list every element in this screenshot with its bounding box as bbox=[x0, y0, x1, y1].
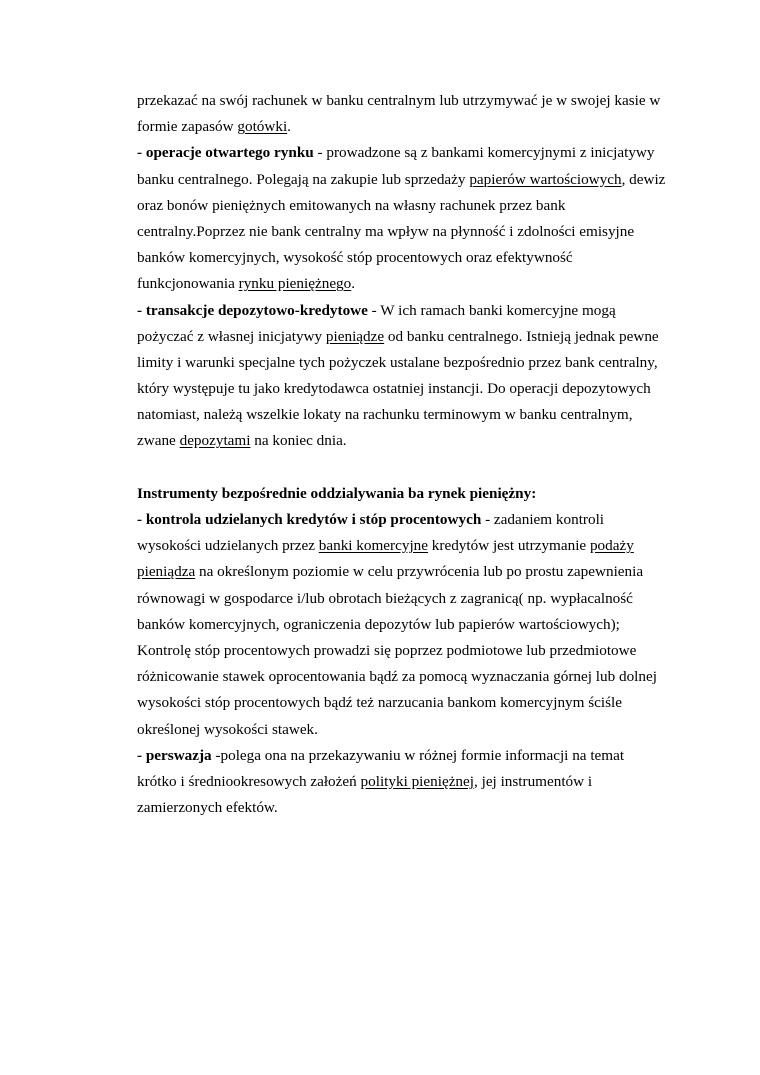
link-rynku-pienieznego[interactable]: rynku pieniężnego bbox=[238, 275, 352, 293]
text-line: natomiast, należą wszelkie lokaty na rachunku terminowym w banku centralnym, bbox=[137, 406, 633, 424]
text-line: wysokości udzielanych przez banki komercyjne kredytów jest utrzymanie podaży bbox=[137, 537, 634, 555]
link-gotowki[interactable]: gotówki bbox=[237, 118, 288, 136]
text-line: zwane depozytami na koniec dnia. bbox=[137, 432, 347, 450]
section-heading: Instrumenty bezpośrednie oddzialywania ba rynek pieniężny: bbox=[137, 484, 537, 502]
text-line: pieniądza na określonym poziomie w celu przywrócenia lub po prostu zapewnienia bbox=[137, 563, 644, 581]
text-line: krótko i średniookresowych założeń polityki pieniężnej, jej instrumentów i bbox=[137, 772, 593, 790]
text-line: - perswazja -polega ona na przekazywaniu w różnej formie informacji na temat bbox=[137, 746, 625, 764]
text-line: - kontrola udzielanych kredytów i stóp procentowych - zadaniem kontroli bbox=[137, 511, 605, 528]
text-line: równowagi w gospodarce i/lub obrotach bieżących z zagranicą( np. wypłacalność bbox=[137, 589, 633, 607]
term-operacje-otwartego-rynku: - operacje otwartego rynku bbox=[137, 144, 314, 162]
link-pieniadze[interactable]: pieniądze bbox=[325, 327, 385, 345]
text-line: - transakcje depozytowo-kredytowe - W ich ramach banki komercyjne mogą bbox=[137, 301, 616, 319]
text-line: który występuje tu jako kredytodawca ostatniej instancji. Do operacji depozytowych bbox=[137, 380, 651, 398]
link-polityki-pienieznej[interactable]: polityki pieniężnej bbox=[360, 772, 474, 790]
text-line: centralny.Poprzez nie bank centralny ma wpływ na płynność i zdolności emisyjne bbox=[137, 222, 635, 240]
term-perswazja: - perswazja bbox=[137, 746, 212, 764]
text-line: formie zapasów gotówki. bbox=[137, 118, 291, 136]
text-line: funkcjonowania rynku pieniężnego. bbox=[137, 275, 356, 293]
link-banki-komercyjne[interactable]: banki komercyjne bbox=[318, 537, 428, 555]
text-line: limity i warunki specjalne tych pożyczek ustalane bezpośrednio przez bank centralny, bbox=[137, 353, 658, 371]
text-line: Kontrolę stóp procentowych prowadzi się poprzez podmiotowe lub przedmiotowe bbox=[137, 641, 637, 659]
text-line: oraz bonów pieniężnych emitowanych na własny rachunek przez bank bbox=[137, 196, 566, 214]
term-transakcje-depozytowo-kredytowe: - transakcje depozytowo-kredytowe bbox=[137, 301, 368, 319]
link-papierow-wartosciowych[interactable]: papierów wartościowych bbox=[469, 170, 622, 188]
text-line: pożyczać z własnej inicjatywy pieniądze od banku centralnego. Istnieją jednak pewne bbox=[137, 327, 659, 345]
text-line: określonej wysokości stawek. bbox=[137, 720, 318, 738]
text-line: - operacje otwartego rynku - prowadzone są z bankami komercyjnymi z inicjatywy bbox=[137, 144, 655, 162]
text-line: wysokości stóp procentowych bądź też narzucania bankom komercyjnym ściśle bbox=[137, 694, 623, 712]
text-line: banków komercyjnych, ograniczenia depozytów lub papierów wartościowych); bbox=[137, 615, 620, 633]
link-depozytami[interactable]: depozytami bbox=[179, 432, 251, 450]
text-line: zamierzonych efektów. bbox=[137, 799, 278, 817]
text-line: przekazać na swój rachunek w banku centralnym lub utrzymywać je w swojej kasie w bbox=[137, 92, 661, 109]
link-podazy[interactable]: podaży bbox=[589, 537, 634, 555]
text-line: banków komercyjnych, wysokość stóp procentowych oraz efektywność bbox=[137, 249, 573, 267]
text-line: różnicowanie stawek oprocentowania bądź za pomocą wyznaczania górnej lub dolnej bbox=[137, 668, 657, 686]
link-pieniadza[interactable]: pieniądza bbox=[137, 563, 196, 581]
document-body bbox=[137, 88, 677, 821]
text-line: banku centralnego. Polegają na zakupie lub sprzedaży papierów wartościowych, dewiz bbox=[137, 170, 666, 188]
term-kontrola-kredytow: - kontrola udzielanych kredytów i stóp procentowych bbox=[137, 511, 482, 528]
paragraph-gap bbox=[137, 455, 677, 481]
